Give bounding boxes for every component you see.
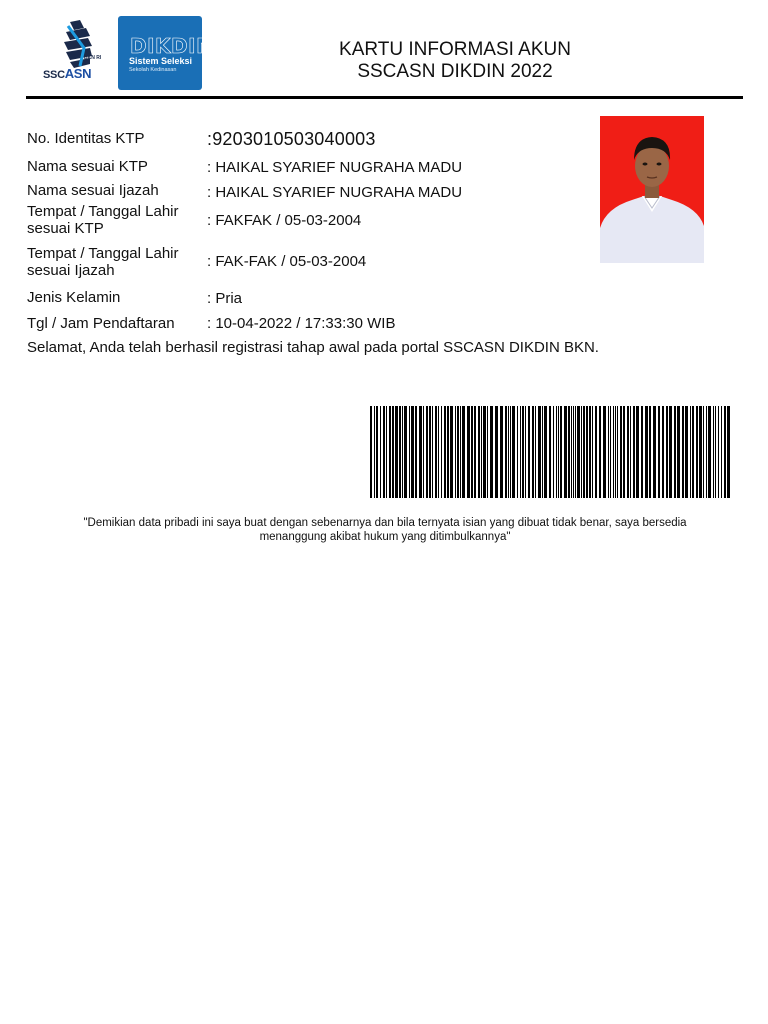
barcode-bar xyxy=(383,406,385,498)
barcode-bar xyxy=(677,406,680,498)
barcode-bar xyxy=(690,406,691,498)
barcode-bar xyxy=(544,406,547,498)
card-title-line2: SSCASN DIKDIN 2022 xyxy=(357,61,553,82)
field-value-birth-ijazah xyxy=(207,253,366,270)
barcode-bar xyxy=(649,406,651,498)
barcode-bar xyxy=(450,406,453,498)
barcode-bar xyxy=(426,406,428,498)
barcode-bar xyxy=(685,406,688,498)
barcode-bar xyxy=(713,406,714,498)
barcode-bar xyxy=(553,406,554,498)
field-label-birth-ijazah: Tempat / Tanggal Lahir sesuai Ijazah xyxy=(27,245,179,279)
barcode-bar xyxy=(525,406,526,498)
field-value-text: 9203010503040003 xyxy=(212,129,376,149)
barcode-bar xyxy=(441,406,442,498)
field-value-name-ktp xyxy=(207,159,462,176)
barcode-bar xyxy=(432,406,433,498)
barcode-bar xyxy=(460,406,461,498)
barcode-bar xyxy=(542,406,543,498)
header-divider xyxy=(26,96,743,99)
declaration-line2: menanggung akibat hukum yang ditimbulkannya" xyxy=(259,531,511,543)
barcode-bar xyxy=(438,406,439,498)
barcode-bar xyxy=(577,406,580,498)
barcode-bar xyxy=(444,406,446,498)
barcode-bar xyxy=(620,406,622,498)
barcode-bar xyxy=(583,406,585,498)
success-message: Selamat, Anda telah berhasil registrasi tahap awal pada portal SSCASN DIKDIN BKN. xyxy=(27,339,599,356)
field-separator: : xyxy=(207,212,212,229)
field-separator: : xyxy=(207,290,212,307)
barcode-bar xyxy=(423,406,424,498)
barcode-bar xyxy=(481,406,482,498)
barcode-bar xyxy=(429,406,431,498)
barcode-bar xyxy=(478,406,480,498)
field-label-name-ijazah: Nama sesuai Ijazah xyxy=(27,182,159,199)
barcode-bar xyxy=(633,406,635,498)
field-value-text: Pria xyxy=(215,290,243,307)
sscasn-logo-asn: ASN xyxy=(64,66,92,81)
barcode-bar xyxy=(411,406,414,498)
barcode-bar xyxy=(653,406,656,498)
field-label-name-ktp: Nama sesuai KTP xyxy=(27,158,148,175)
barcode-bar xyxy=(630,406,631,498)
barcode-bar xyxy=(617,406,618,498)
barcode-bar xyxy=(528,406,530,498)
barcode-bar xyxy=(703,406,704,498)
field-separator: : xyxy=(207,129,213,149)
barcode-bar xyxy=(376,406,378,498)
field-separator: : xyxy=(207,315,212,332)
sscasn-logo-text xyxy=(43,66,91,81)
field-value-text: FAK-FAK / 05-03-2004 xyxy=(215,253,367,270)
field-value-gender xyxy=(207,290,242,307)
field-value-text: FAKFAK / 05-03-2004 xyxy=(215,212,362,229)
barcode-bar xyxy=(415,406,417,498)
barcode-bar xyxy=(718,406,719,498)
barcode-bar xyxy=(457,406,459,498)
barcode-bar xyxy=(370,406,372,498)
barcode-bar xyxy=(568,406,570,498)
field-label-registration-time: Tgl / Jam Pendaftaran xyxy=(27,315,175,332)
barcode-bar xyxy=(599,406,601,498)
barcode-bar xyxy=(471,406,473,498)
barcode-bar xyxy=(592,406,593,498)
dikdin-logo-subtitle-small: Sekolah Kedinasan xyxy=(129,67,177,73)
barcode-bar xyxy=(500,406,503,498)
barcode-bar xyxy=(715,406,716,498)
barcode-bar xyxy=(395,406,398,498)
barcode-bar xyxy=(402,406,403,498)
barcode-bar xyxy=(669,406,672,498)
barcode-bar xyxy=(374,406,375,498)
barcode-bar xyxy=(666,406,668,498)
barcode-bar xyxy=(392,406,394,498)
declaration-line1: "Demikian data pribadi ini saya buat dengan sebenarnya dan bila ternyata isian yang dibuat tidak benar, saya bersedia xyxy=(83,517,687,529)
barcode-bar xyxy=(409,406,410,498)
barcode-bar xyxy=(615,406,616,498)
field-label-birth-ktp: Tempat / Tanggal Lahir sesuai KTP xyxy=(27,203,179,237)
barcode-bar xyxy=(586,406,588,498)
barcode-bar xyxy=(495,406,498,498)
barcode-bar xyxy=(724,406,726,498)
barcode-bar xyxy=(538,406,541,498)
barcode-bar xyxy=(608,406,609,498)
field-value-name-ijazah xyxy=(207,184,462,201)
barcode-bar xyxy=(508,406,509,498)
applicant-photo xyxy=(600,116,704,263)
barcode-bar xyxy=(467,406,470,498)
barcode-bar xyxy=(535,406,536,498)
barcode-bar xyxy=(404,406,407,498)
barcode-bar xyxy=(560,406,562,498)
field-separator: : xyxy=(207,253,212,270)
barcode-bar xyxy=(692,406,694,498)
field-value-birth-ktp xyxy=(207,212,361,229)
card-title-line1: KARTU INFORMASI AKUN xyxy=(339,39,571,60)
barcode-bar xyxy=(520,406,521,498)
declaration-statement xyxy=(30,516,740,544)
barcode-bar xyxy=(699,406,702,498)
barcode-bar xyxy=(595,406,597,498)
sscasn-logo-ss: SSC xyxy=(43,69,65,81)
field-value-ktp-number xyxy=(207,129,376,150)
field-separator: : xyxy=(207,159,212,176)
barcode-bar xyxy=(510,406,511,498)
barcode-bar xyxy=(721,406,722,498)
bkn-ri-label: BKN RI xyxy=(84,55,102,61)
barcode-bar xyxy=(558,406,559,498)
barcode-bar xyxy=(706,406,707,498)
field-value-text: HAIKAL SYARIEF NUGRAHA MADU xyxy=(215,184,463,201)
dikdin-logo-title: DIKDIN xyxy=(130,34,214,58)
barcode-bar xyxy=(627,406,629,498)
barcode-bar xyxy=(505,406,507,498)
barcode-bar xyxy=(435,406,437,498)
barcode-bar xyxy=(512,406,515,498)
barcode-bar xyxy=(613,406,614,498)
barcode-bar xyxy=(682,406,684,498)
barcode-bar xyxy=(474,406,476,498)
barcode-bar xyxy=(549,406,551,498)
barcode-bar xyxy=(487,406,488,498)
barcode-bar xyxy=(490,406,493,498)
barcode-bar xyxy=(573,406,574,498)
barcode-bar xyxy=(564,406,567,498)
barcode-bar xyxy=(522,406,524,498)
barcode-bar xyxy=(581,406,582,498)
barcode-bar xyxy=(455,406,456,498)
barcode-bar xyxy=(447,406,449,498)
barcode-bar xyxy=(389,406,391,498)
barcode-bar xyxy=(623,406,625,498)
barcode-bar xyxy=(641,406,643,498)
barcode-bar xyxy=(696,406,698,498)
barcode-bar xyxy=(575,406,576,498)
barcode-bar xyxy=(610,406,611,498)
barcode-bar xyxy=(727,406,730,498)
barcode-bar xyxy=(419,406,422,498)
barcode-bar xyxy=(603,406,606,498)
barcode-bar xyxy=(658,406,660,498)
field-label-gender: Jenis Kelamin xyxy=(27,289,121,306)
registration-barcode xyxy=(370,406,731,498)
barcode-bar xyxy=(674,406,676,498)
barcode-bar xyxy=(517,406,518,498)
barcode-bar xyxy=(708,406,711,498)
field-separator: : xyxy=(207,184,212,201)
barcode-bar xyxy=(645,406,648,498)
barcode-bar xyxy=(483,406,486,498)
field-value-text: 10-04-2022 / 17:33:30 WIB xyxy=(215,315,396,332)
barcode-bar xyxy=(571,406,572,498)
barcode-bar xyxy=(532,406,534,498)
field-value-text: HAIKAL SYARIEF NUGRAHA MADU xyxy=(215,159,463,176)
barcode-bar xyxy=(589,406,591,498)
barcode-bar xyxy=(399,406,401,498)
barcode-bar xyxy=(662,406,664,498)
barcode-bar xyxy=(462,406,465,498)
barcode-bar xyxy=(386,406,387,498)
field-value-registration-time xyxy=(207,315,395,332)
field-label-ktp-number: No. Identitas KTP xyxy=(27,130,145,147)
barcode-bar xyxy=(556,406,557,498)
barcode-bar xyxy=(380,406,381,498)
dikdin-logo-subtitle: Sistem Seleksi xyxy=(129,56,193,66)
barcode-bar xyxy=(636,406,639,498)
